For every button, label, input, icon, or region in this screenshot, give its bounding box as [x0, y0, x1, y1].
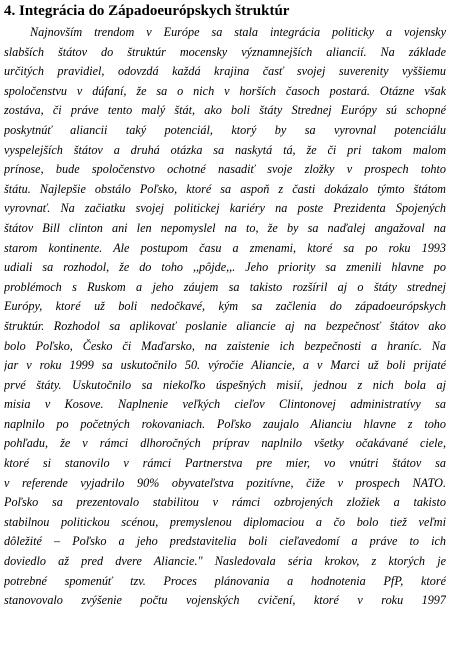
text-line: štátu. Najlepšie obstálo Poľsko, ktoré sa aspoň z časti dokázalo týmto štátom [4, 181, 446, 196]
text-line: štruktúr. Rozhodol sa aplikovať poslanie aliancie aj na bezpečnosť štátov ako [4, 318, 446, 333]
text-line: bolo Poľsko, Česko či Maďarsko, na zaistenie ich bezpečnosti a hraníc. Na [4, 338, 446, 353]
text-line: dôležité – Poľsko a jeho predstavitelia boli cieľavedomí a práve to ich [4, 534, 446, 549]
body-paragraph [4, 23, 446, 611]
text-line: problémoch s Ruskom a jeho záujem sa takisto rozšíril aj o štáty strednej [4, 279, 446, 294]
section-heading: 4. Integrácia do Západoeurópskych štruktúr [4, 3, 290, 19]
text-line: starom kontinente. Ale postupom času a zmenami, ktoré sa po roku 1993 [4, 240, 446, 255]
text-line: naplnilo po početných rokovaniach. Poľsko zaujalo Alianciu hlavne z toho [4, 416, 446, 431]
text-line: poskytnúť aliancii taký potenciál, ktorý by sa vyrovnal potenciálu [4, 122, 446, 137]
text-line: stabilnou politickou scénou, premyslenou diplomaciou a čo bolo tiež veľmi [4, 514, 446, 529]
text-line: Poľsko sa prezentovalo stabilitou v rámci ozbrojených zložiek a takisto [4, 495, 446, 510]
text-line: prvé štáty. Uskutočnilo sa niekoľko úspešných misií, jednou z nich bola aj [4, 377, 446, 392]
text-line: prínose, bude spoločenstvo ochotné nasadiť svoje zložky v prospech tohto [4, 162, 446, 177]
text-line: udiali sa rozhodol, že do toho ,,pôjde,,. Jeho priority sa zmenili hlavne po [4, 260, 446, 275]
text-line: jar v roku 1999 sa uskutočnilo 50. výročie Aliancie, a v Marci už boli prijaté [4, 358, 446, 373]
text-line: určitých pravidiel, odovzdá každá krajina časť svojej suverenity vyššiemu [4, 64, 446, 79]
text-line: v referende vyjadrilo 90% obyvateľstva pozitívne, čiže v prospech NATO. [4, 475, 446, 490]
text-line: misia v Kosove. Naplnenie veľkých cieľov Clintonovej administratívy sa [4, 397, 446, 412]
text-line: štátov Bill clinton ani len nepomyslel na to, že by sa naďalej angažoval na [4, 220, 446, 235]
text-line: potrebné spomenúť tzv. Proces plánovania a hodnotenia PfP, ktoré [4, 573, 446, 588]
text-line: ktoré si stanovilo v rámci Partnerstva pre mier, vo vnútri štátov sa [4, 456, 446, 471]
text-line: doviedlo až pred dvere Aliancie." Nasledovala séria krokov, z ktorých je [4, 554, 446, 569]
text-line: spoločenstvu v dúfaní, že sa o nich v horších časoch postará. Otázne však [4, 83, 446, 98]
text-line: Najnovším trendom v Európe sa stala integrácia politicky a vojensky [30, 25, 446, 39]
text-line: vyspelejších štátov a druhá otázka sa naskytá tá, že či pri takom malom [4, 142, 446, 157]
text-line: slabších štátov do štruktúr mocensky významnejších aliancií. Na základe [4, 44, 446, 59]
text-line: vyrovnať. Na začiatku svojej politickej kariéry na poste Prezidenta Spojených [4, 201, 446, 216]
text-line: stanovovalo zvýšenie počtu vojenských cvičení, ktoré v roku 1997 [4, 593, 446, 608]
text-line: zostáva, či práve tento malý štát, ako boli štáty Strednej Európy sú schopné [4, 103, 446, 118]
text-line: pohľadu, že v rámci dlhoročných príprav naplnilo všetky očakávané ciele, [4, 436, 446, 451]
text-line: Európy, ktoré už boli nedočkavé, kým sa začlenia do západoeurópskych [4, 299, 446, 314]
